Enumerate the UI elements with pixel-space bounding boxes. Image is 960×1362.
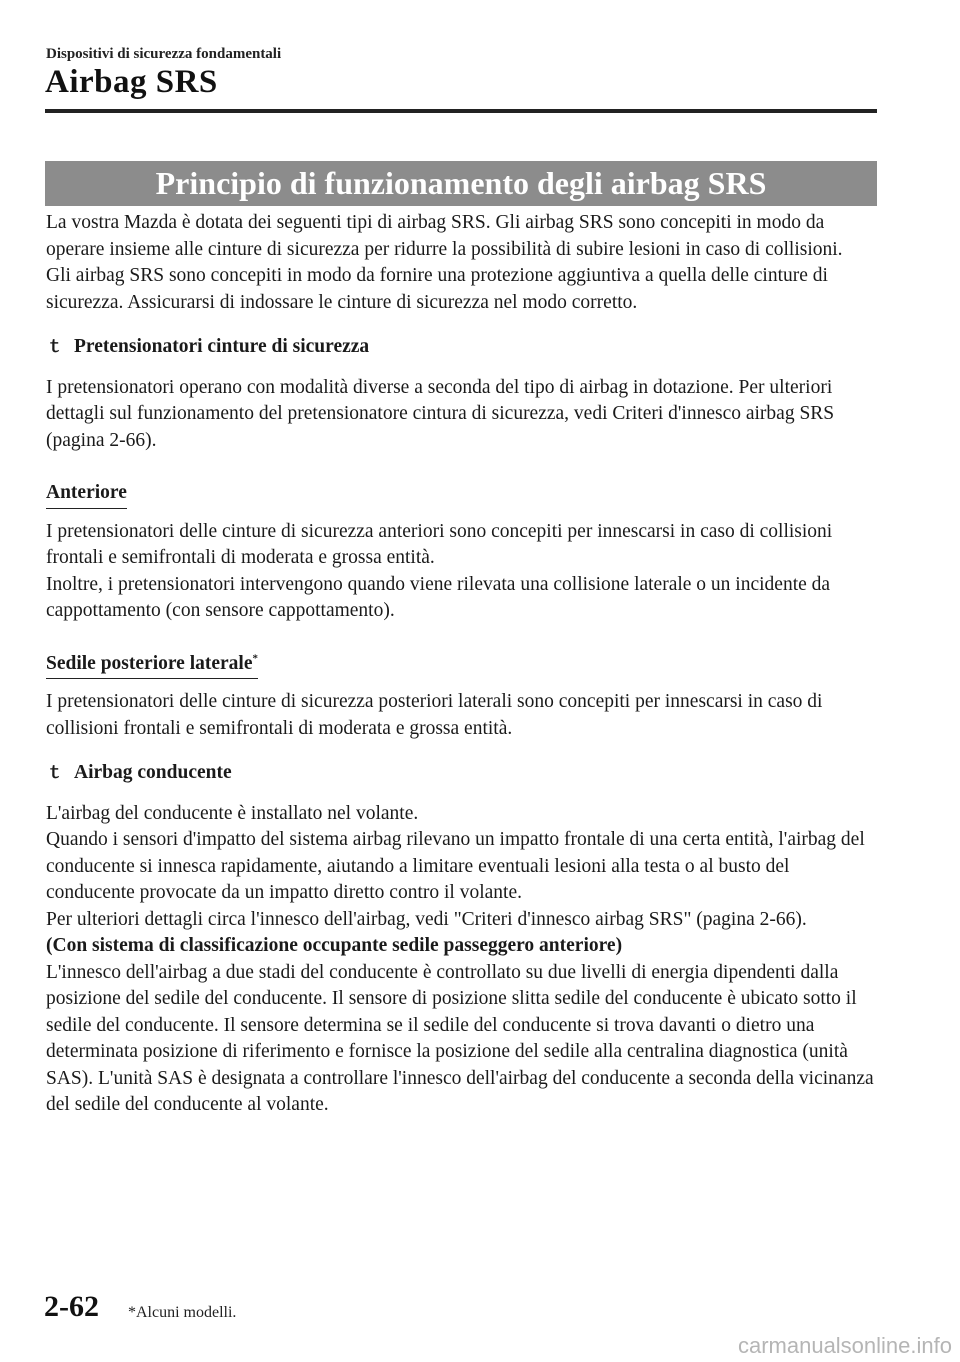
rear-subheading-label: Sedile posteriore laterale bbox=[46, 652, 253, 674]
driver-airbag-paragraph-3: Per ulteriori dettagli circa l'innesco dell'airbag, vedi "Criteri d'innesco airbag SRS" (pagina 2-66). bbox=[46, 908, 807, 930]
bullet-icon: ｔ bbox=[46, 762, 64, 783]
intro-paragraph-1: La vostra Mazda è dotata dei seguenti tipi di airbag SRS. Gli airbag SRS sono concepiti in modo da operare insieme alle cinture di sicurezza per ridurre la possibilità di subire lesioni in caso di collisioni. bbox=[46, 212, 843, 260]
intro-paragraph-2: Gli airbag SRS sono concepiti in modo da fornire una protezione aggiuntiva a quella delle cinture di sicurezza. Assicurarsi di indossare le cinture di sicurezza nel modo corretto. bbox=[46, 265, 828, 313]
pretensioners-heading-label: Pretensionatori cinture di sicurezza bbox=[74, 336, 370, 357]
section-title: Principio di funzionamento degli airbag SRS bbox=[45, 161, 877, 206]
chapter-divider bbox=[45, 109, 877, 113]
pretensioners-heading bbox=[46, 334, 876, 361]
footnote: *Alcuni modelli. bbox=[128, 1304, 237, 1321]
driver-airbag-paragraph-1: L'airbag del conducente è installato nel volante. bbox=[46, 802, 419, 824]
rear-subheading bbox=[46, 651, 258, 680]
chapter-title: Airbag SRS bbox=[45, 64, 218, 100]
bullet-icon: ｔ bbox=[46, 336, 64, 357]
driver-airbag-paragraph-4: L'innesco dell'airbag a due stadi del conducente è controllato su due livelli di energia dipendenti dalla posizione del sedile del conducente. Il sensore di posizione slitta sedile del conducente è ubicato sotto il sedile del conducente. Il sensore determina se il sedile del conducente si trova davanti o dietro una determinata posizione di riferimento e fornisce la posizione del sedile alla centralina diagnostica (unità SAS). L'unità SAS è designata a controllare l'innesco dell'airbag del conducente a seconda della vicinanza del sedile del conducente al volante. bbox=[46, 961, 874, 1115]
watermark: carmanualsonline.info bbox=[737, 1333, 952, 1358]
front-paragraph-2: Inoltre, i pretensionatori intervengono quando viene rilevata una collisione laterale o un incidente da cappottamento (con sensore cappottamento). bbox=[46, 573, 831, 621]
front-paragraph-1: I pretensionatori delle cinture di sicurezza anteriori sono concepiti per innescarsi in caso di collisioni frontali e semifrontali di moderata e grossa entità. bbox=[46, 520, 833, 568]
pretensioners-paragraph: I pretensionatori operano con modalità diverse a seconda del tipo di airbag in dotazione. Per ulteriori dettagli sul funzionamento del pretensionatore cintura di sicurezza, vedi Criteri d'innesco airbag SRS (pagina 2-66). bbox=[46, 376, 835, 451]
driver-airbag-paragraph-2: Quando i sensori d'impatto del sistema airbag rilevano un impatto frontale di una certa entità, l'airbag del conducente si innesca rapidamente, aiutando a limitare eventuali lesioni alla testa o al busto del conducente provocate da un impatto diretto contro il volante. bbox=[46, 829, 865, 903]
rear-subheading-wrap bbox=[46, 637, 876, 680]
driver-airbag-heading bbox=[46, 760, 876, 787]
optional-equipment-asterisk: * bbox=[252, 652, 258, 664]
front-subheading: Anteriore bbox=[46, 480, 127, 509]
driver-airbag-heading-label: Airbag conducente bbox=[74, 762, 232, 783]
rear-paragraph: I pretensionatori delle cinture di sicurezza posteriori laterali sono concepiti per innescarsi in caso di collisioni frontali e semifrontali di moderata e grossa entità. bbox=[46, 691, 823, 739]
breadcrumb: Dispositivi di sicurezza fondamentali bbox=[46, 46, 282, 62]
driver-airbag-condition: (Con sistema di classificazione occupante sedile passeggero anteriore) bbox=[46, 935, 623, 956]
page-content bbox=[46, 207, 876, 1119]
page-number: 2-62 bbox=[44, 1290, 99, 1323]
front-subheading-wrap bbox=[46, 466, 876, 509]
